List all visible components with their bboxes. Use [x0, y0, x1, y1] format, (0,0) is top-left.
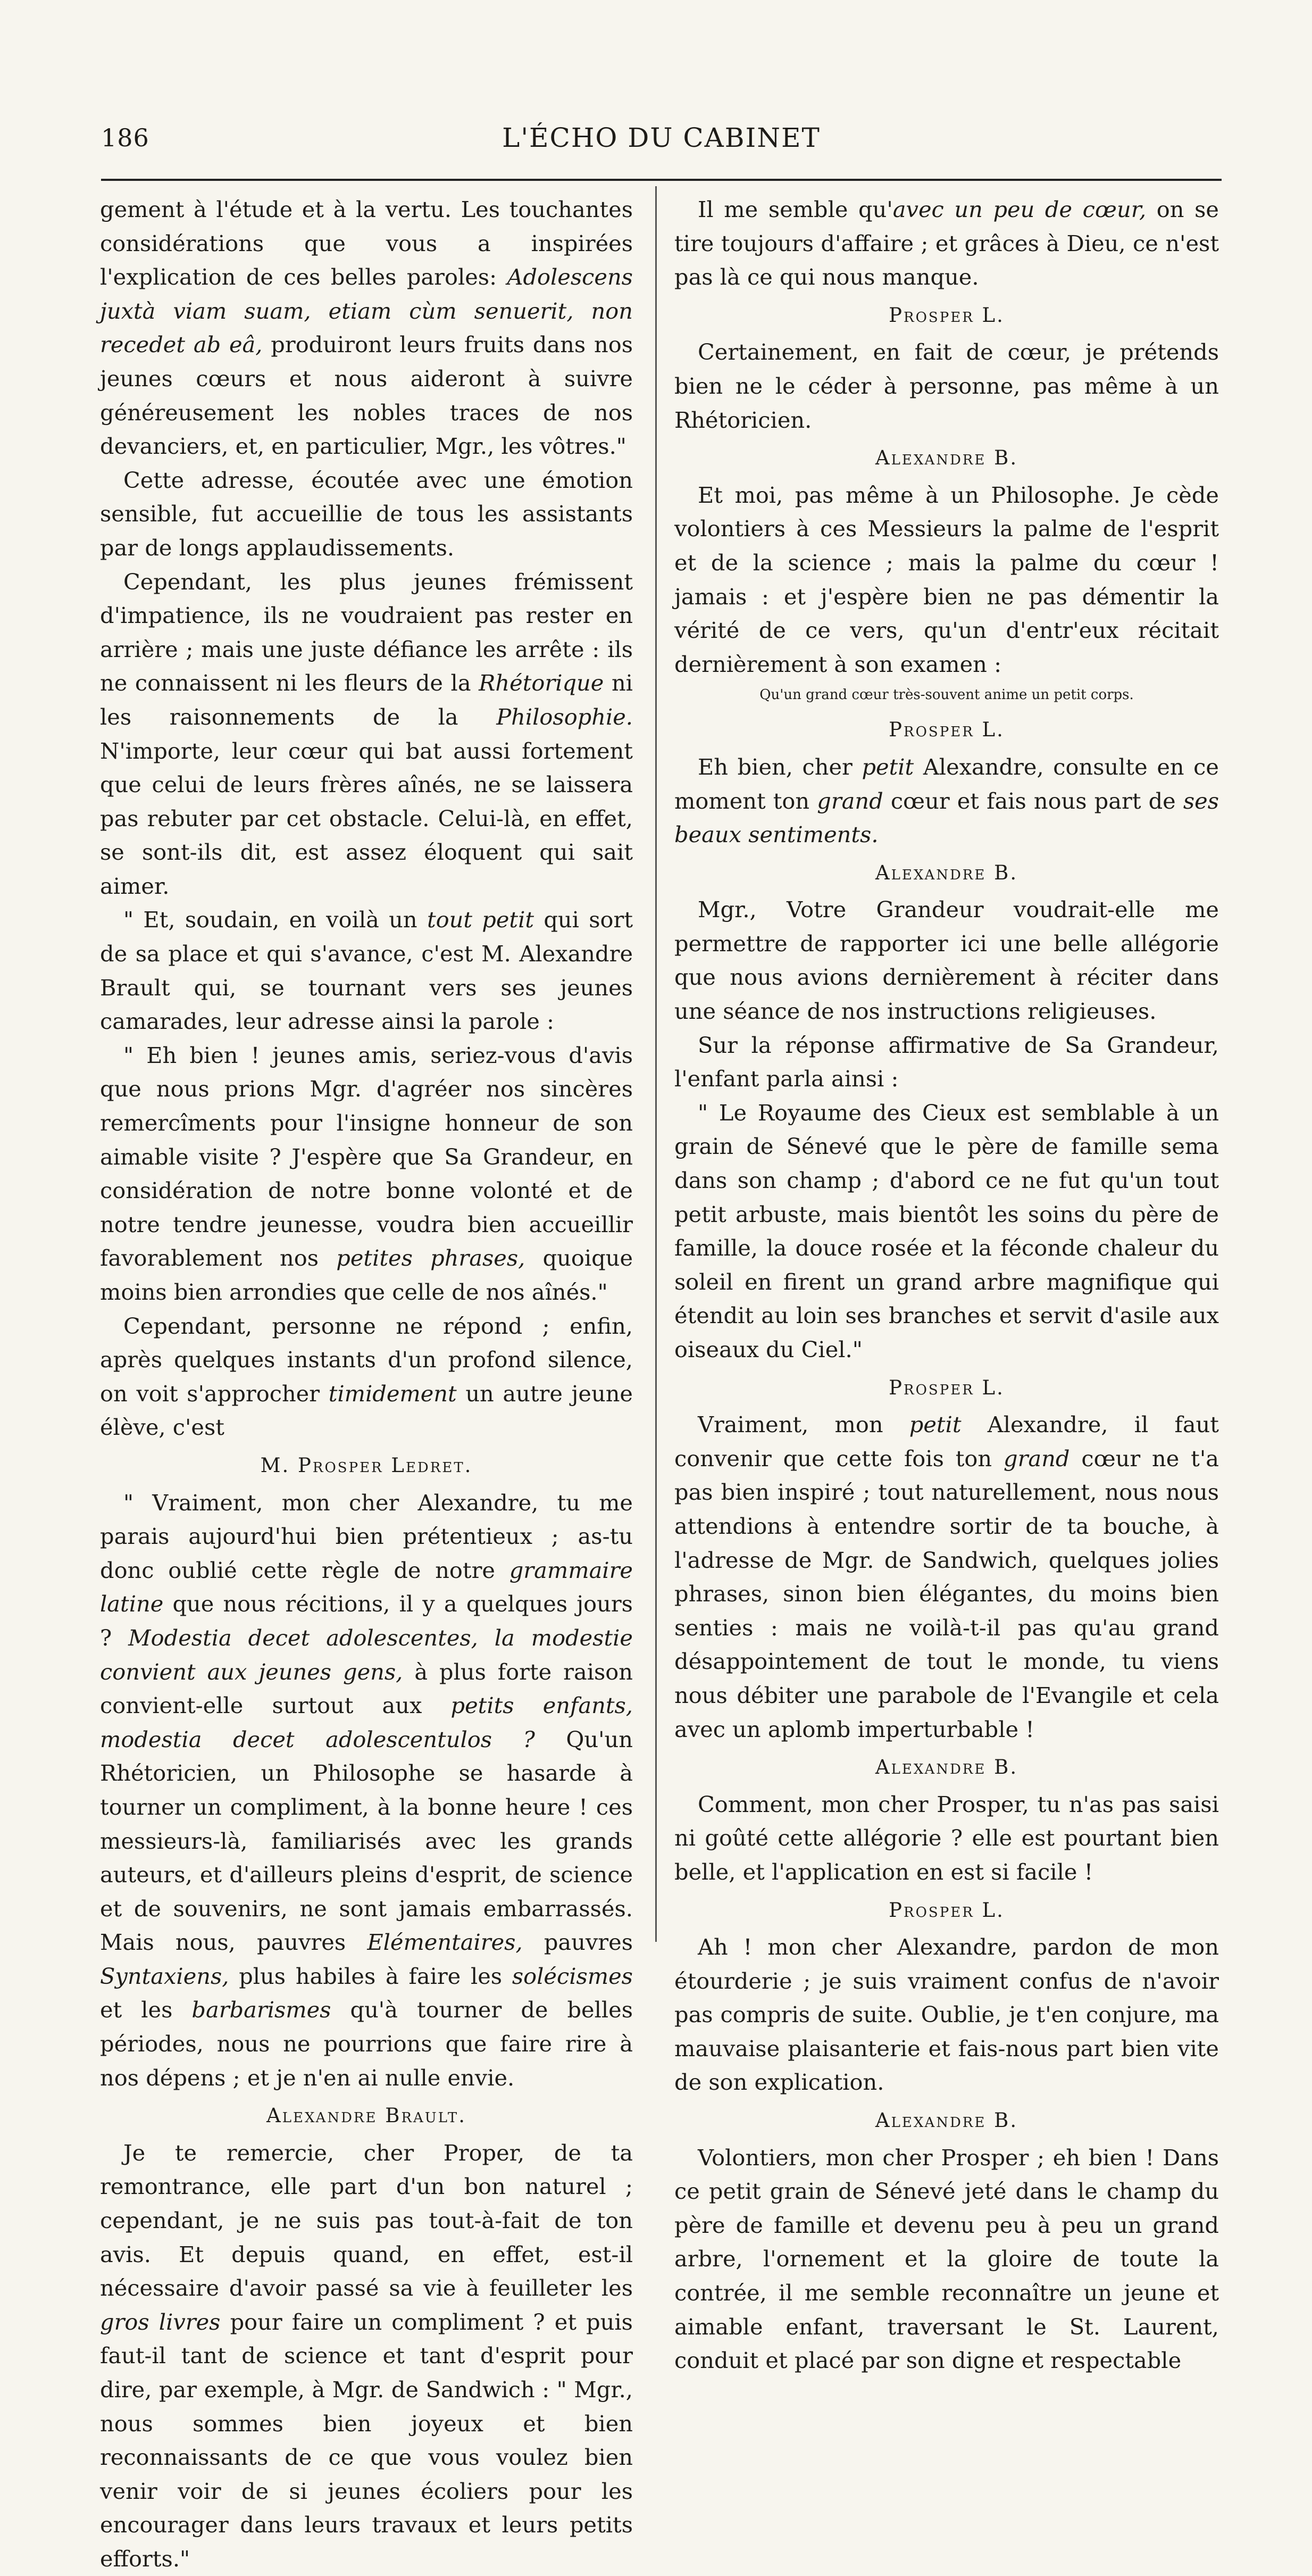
column-divider: [655, 186, 657, 1942]
paragraph: Il me semble qu'avec un peu de cœur, on se tire toujours d'affaire ; et grâces à Dieu, ce n'est pas là ce qui nous manque.: [674, 196, 1219, 290]
page-number: 186: [101, 123, 149, 152]
paragraph: Certainement, en fait de cœur, je prétends bien ne le céder à personne, pas même à un Rhétoricien.: [674, 339, 1219, 433]
speaker-heading: Prosper L.: [889, 718, 1005, 742]
paragraph: Volontiers, mon cher Prosper ; eh bien ! Dans ce petit grain de Sénevé jeté dans le champ du père de famille et devenu peu à peu un grand arbre, l'ornement et la gloire de toute la contrée, il me semble reconnaître un jeune et aimable enfant, traversant le St. Laurent, conduit et placé par son digne et respectable: [674, 2144, 1219, 2374]
journal-title: L'ÉCHO DU CABINET: [502, 122, 821, 153]
speaker-heading: Prosper L.: [889, 1376, 1005, 1399]
paragraph: " Eh bien ! jeunes amis, seriez-vous d'avis que nous prions Mgr. d'agréer nos sincères remercîments pour l'insigne honneur de son aimable visite ? J'espère que Sa Grandeur, en considération de notre bonne volonté et de notre tendre jeunesse, voudra bien accueillir favorablement nos petites phrases, quoique moins bien arrondies que celle de nos aînés.": [100, 1042, 633, 1305]
paragraph: gement à l'étude et à la vertu. Les touchantes considérations que vous a inspirées l'explication de ces belles paroles: Adolescens juxtà viam suam, etiam cùm senuerit, non recedet ab eâ, produiront leurs fruits dans nos jeunes cœurs et nous aideront à suivre généreusement les nobles traces de nos devanciers, et, en particulier, Mgr., les vôtres.": [100, 196, 633, 460]
paragraph: Et moi, pas même à un Philosophe. Je cède volontiers à ces Messieurs la palme de l'esprit et de la science ; mais la palme du cœur ! jamais : et j'espère bien ne pas démentir la vérité de ce vers, qu'un d'entr'eux récitait dernièrement à son examen :: [674, 481, 1219, 677]
paragraph: Vraiment, mon petit Alexandre, il faut convenir que cette fois ton grand cœur ne t'a pas bien inspiré ; tout naturellement, nous nous attendions à entendre sortir de ta bouche, à l'adresse de Mgr. de Sandwich, quelques jolies phrases, sinon bien élégantes, du moins bien senties : mais ne voilà-t-il pas qu'au grand désappointement de tout le monde, tu viens nous débiter une parabole de l'Evangile et cela avec un aplomb imperturbable !: [674, 1411, 1219, 1742]
paragraph: Sur la réponse affirmative de Sa Grandeur, l'enfant parla ainsi :: [674, 1032, 1219, 1092]
paragraph: " Vraiment, mon cher Alexandre, tu me parais aujourd'hui bien prétentieux ; as-tu donc oublié cette règle de notre grammaire latine que nous récitions, il y a quelques jours ? Modestia decet adolescentes, la modestie convient aux jeunes gens, à plus forte raison convient-elle surtout aux petits enfants, modestia decet adolescentulos ? Qu'un Rhétoricien, un Philosophe se hasarde à tourner un compliment, à la bonne heure ! ces messieurs-là, familiarisés avec les grands auteurs, et d'ailleurs pleins d'esprit, de science et de souvenirs, ne sont jamais embarrassés. Mais nous, pauvres Elémentaires, pauvres Syntaxiens, plus habiles à faire les solécismes et les barbarismes qu'à tourner de belles périodes, nous ne pourrions que faire rire à nos dépens ; et je n'en ai nulle envie.: [100, 1489, 633, 2091]
paragraph: " Et, soudain, en voilà un tout petit qui sort de sa place et qui s'avance, c'est M. Alexandre Brault qui, se tournant vers ses jeunes camarades, leur adresse ainsi la parole :: [100, 907, 633, 1035]
speaker-heading: Alexandre B.: [875, 446, 1018, 470]
paragraph: " Le Royaume des Cieux est semblable à un grain de Sénevé que le père de famille sema dans son champ ; d'abord ce ne fut qu'un tout petit arbuste, mais bientôt les soins du père de famille, la douce rosée et la féconde chaleur du soleil en firent un grand arbre magnifique qui étendit au loin ses branches et servit d'asile aux oiseaux du Ciel.": [674, 1099, 1219, 1362]
paragraph: Mgr., Votre Grandeur voudrait-elle me permettre de rapporter ici une belle allégorie que nous avions dernièrement à réciter dans une séance de nos instructions religieuses.: [674, 896, 1219, 1025]
quoted-verse: Qu'un grand cœur très-souvent anime un petit corps.: [759, 687, 1134, 703]
header-rule: [101, 179, 1222, 181]
paragraph: Comment, mon cher Prosper, tu n'as pas saisi ni goûté cette allégorie ? elle est pourtant bien belle, et l'application en est si facile !: [674, 1791, 1219, 1885]
left-column: [100, 193, 633, 2576]
paragraph: Cependant, les plus jeunes frémissent d'impatience, ils ne voudraient pas rester en arrière ; mais une juste défiance les arrête : ils ne connaissent ni les fleurs de la Rhétorique ni les raisonnements de la Philosophie. N'importe, leur cœur qui bat aussi fortement que celui de leurs frères aînés, ne se laissera pas rebuter par cet obstacle. Celui-là, en effet, se sont-ils dit, est assez éloquent qui sait aimer.: [100, 568, 633, 899]
speaker-heading: Alexandre B.: [875, 1756, 1018, 1779]
paragraph: Je te remercie, cher Proper, de ta remontrance, elle part d'un bon naturel ; cependant, je ne suis pas tout-à-fait de ton avis. Et depuis quand, en effet, est-il nécessaire d'avoir passé sa vie à feuilleter les gros livres pour faire un compliment ? et puis faut-il tant de science et tant d'esprit pour dire, par exemple, à Mgr. de Sandwich : " Mgr., nous sommes bien joyeux et bien reconnaissants de ce que vous voulez bien venir voir de si jeunes écoliers pour les encourager dans leurs travaux et leurs petits efforts.": [100, 2139, 633, 2572]
speaker-heading: Alexandre B.: [875, 861, 1018, 884]
paragraph: Eh bien, cher petit Alexandre, consulte en ce moment ton grand cœur et fais nous part de ses beaux sentiments.: [674, 753, 1219, 848]
speaker-heading: M. Prosper Ledret.: [260, 1453, 473, 1477]
running-head: [101, 116, 1222, 164]
speaker-heading: Alexandre B.: [875, 2109, 1018, 2132]
paragraph: Ah ! mon cher Alexandre, pardon de mon étourderie ; je suis vraiment confus de n'avoir pas compris de suite. Oublie, je t'en conjure, ma mauvaise plaisanterie et fais-nous part bien vite de son explication.: [674, 1934, 1219, 2096]
paragraph: Cependant, personne ne répond ; enfin, après quelques instants d'un profond silence, on voit s'approcher timidement un autre jeune élève, c'est: [100, 1312, 633, 1441]
right-column: [674, 193, 1219, 2378]
speaker-heading: Alexandre Brault.: [266, 2104, 466, 2128]
speaker-heading: Prosper L.: [889, 1898, 1005, 1922]
paragraph: Cette adresse, écoutée avec une émotion sensible, fut accueillie de tous les assistants par de longs applaudissements.: [100, 467, 633, 561]
speaker-heading: Prosper L.: [889, 303, 1005, 327]
